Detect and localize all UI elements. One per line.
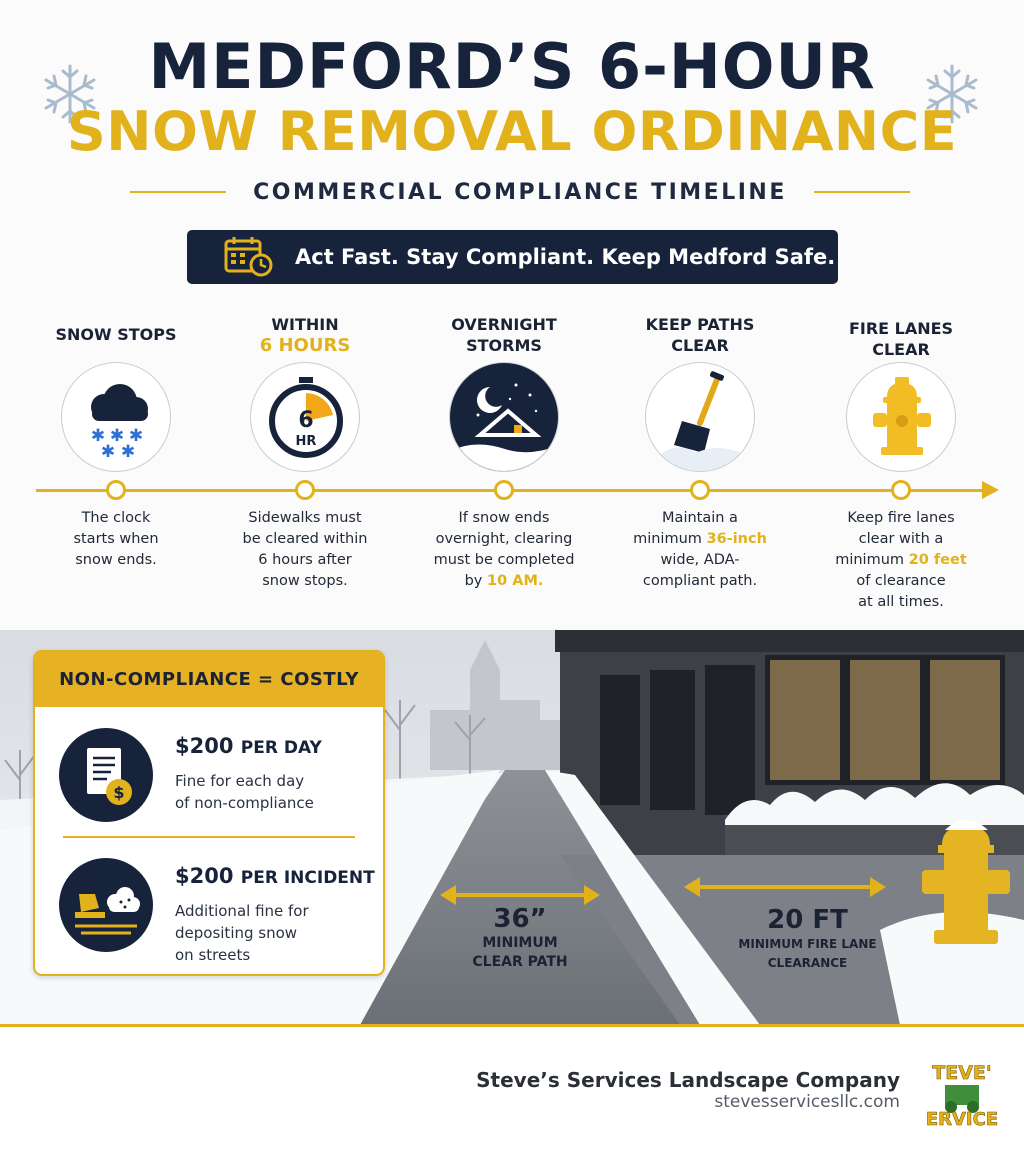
- fine-unit: PER DAY: [240, 738, 322, 758]
- timeline-dot: [106, 480, 126, 500]
- timeline-dot: [295, 480, 315, 500]
- svg-text:$: $: [113, 783, 125, 802]
- fire-lane-measurement: 20 FT MINIMUM FIRE LANE CLEARANCE: [738, 905, 877, 970]
- stage-desc-within-6-hours: Sidewalks must be cleared within 6 hours after snow stops.: [242, 510, 368, 589]
- tagline-text: Act Fast. Stay Compliant. Keep Medford Safe.: [295, 245, 836, 269]
- stage-heading-keep-paths-clear: KEEP PATHS CLEAR: [645, 315, 755, 355]
- page-title-line2: SNOW REMOVAL ORDINANCE: [66, 100, 958, 163]
- snow-cloud-icon: [61, 362, 171, 472]
- stage-desc-fire-lanes-clear: Keep fire lanes clear with a minimum 20 feet of clearance at all times.: [835, 510, 967, 610]
- tagline-banner: [187, 230, 838, 284]
- stage-heading-within-6-hours: WITHIN 6 HOURS: [259, 315, 351, 356]
- svg-text:✱: ✱: [109, 426, 125, 446]
- subtitle-divider-left: [130, 191, 226, 193]
- subtitle-row: [130, 176, 910, 208]
- timeline-arrow: [982, 481, 999, 499]
- company-website-link[interactable]: stevesservicesllc.com: [714, 1092, 900, 1112]
- timeline-dot: [891, 480, 911, 500]
- invoice-dollar-icon: [59, 728, 153, 822]
- snow-shovel-icon: [645, 362, 755, 472]
- svg-text:ERVICE: ERVICE: [925, 1109, 999, 1129]
- stopwatch-icon: [250, 362, 360, 472]
- night-house-icon: [449, 362, 559, 472]
- stage-desc-keep-paths-clear: Maintain a minimum 36-inch wide, ADA- compliant path.: [633, 510, 767, 589]
- fine-unit: PER INCIDENT: [240, 868, 375, 888]
- stage-desc-overnight-storms: If snow ends overnight, clearing must be completed by 10 AM.: [433, 510, 575, 589]
- fine-description: Fine for each day of non-compliance: [175, 772, 314, 812]
- fire-hydrant-icon: [846, 362, 956, 472]
- fine-amount: $200: [175, 734, 234, 758]
- fine-amount: $200: [175, 864, 234, 888]
- fine-per-incident: [35, 844, 385, 964]
- svg-text:✱: ✱: [120, 442, 136, 462]
- svg-text:✱: ✱: [100, 442, 116, 462]
- penalties-card: [33, 650, 385, 976]
- subtitle-divider-right: [814, 191, 910, 193]
- fine-description: Additional fine for depositing snow on streets: [175, 902, 309, 964]
- penalties-heading: NON-COMPLIANCE = COSTLY: [35, 652, 383, 707]
- subtitle: COMMERCIAL COMPLIANCE TIMELINE: [253, 179, 787, 205]
- calendar-clock-icon: [223, 235, 275, 279]
- stage-heading-fire-lanes-clear: FIRE LANES CLEAR: [848, 319, 954, 359]
- svg-text:HR: HR: [295, 434, 317, 449]
- svg-text:6: 6: [298, 408, 314, 433]
- svg-text:✱: ✱: [128, 426, 144, 446]
- stage-heading-snow-stops: SNOW STOPS: [55, 325, 177, 344]
- svg-text:TEVE': TEVE': [932, 1062, 992, 1084]
- svg-text:✱: ✱: [90, 426, 106, 446]
- path-width-measurement: 36” MINIMUM CLEAR PATH: [472, 904, 568, 970]
- card-divider: [63, 836, 355, 838]
- stage-heading-overnight-storms: OVERNIGHT STORMS: [451, 315, 557, 355]
- fine-per-day: [35, 714, 385, 834]
- company-name: Steve’s Services Landscape Company: [476, 1068, 900, 1092]
- company-logo: [921, 1055, 1003, 1129]
- page-title-line1: MEDFORD’S 6-HOUR: [148, 30, 876, 103]
- timeline-dot: [494, 480, 514, 500]
- timeline-dot: [690, 480, 710, 500]
- plow-snow-icon: [59, 858, 153, 952]
- stage-desc-snow-stops: The clock starts when snow ends.: [73, 510, 159, 568]
